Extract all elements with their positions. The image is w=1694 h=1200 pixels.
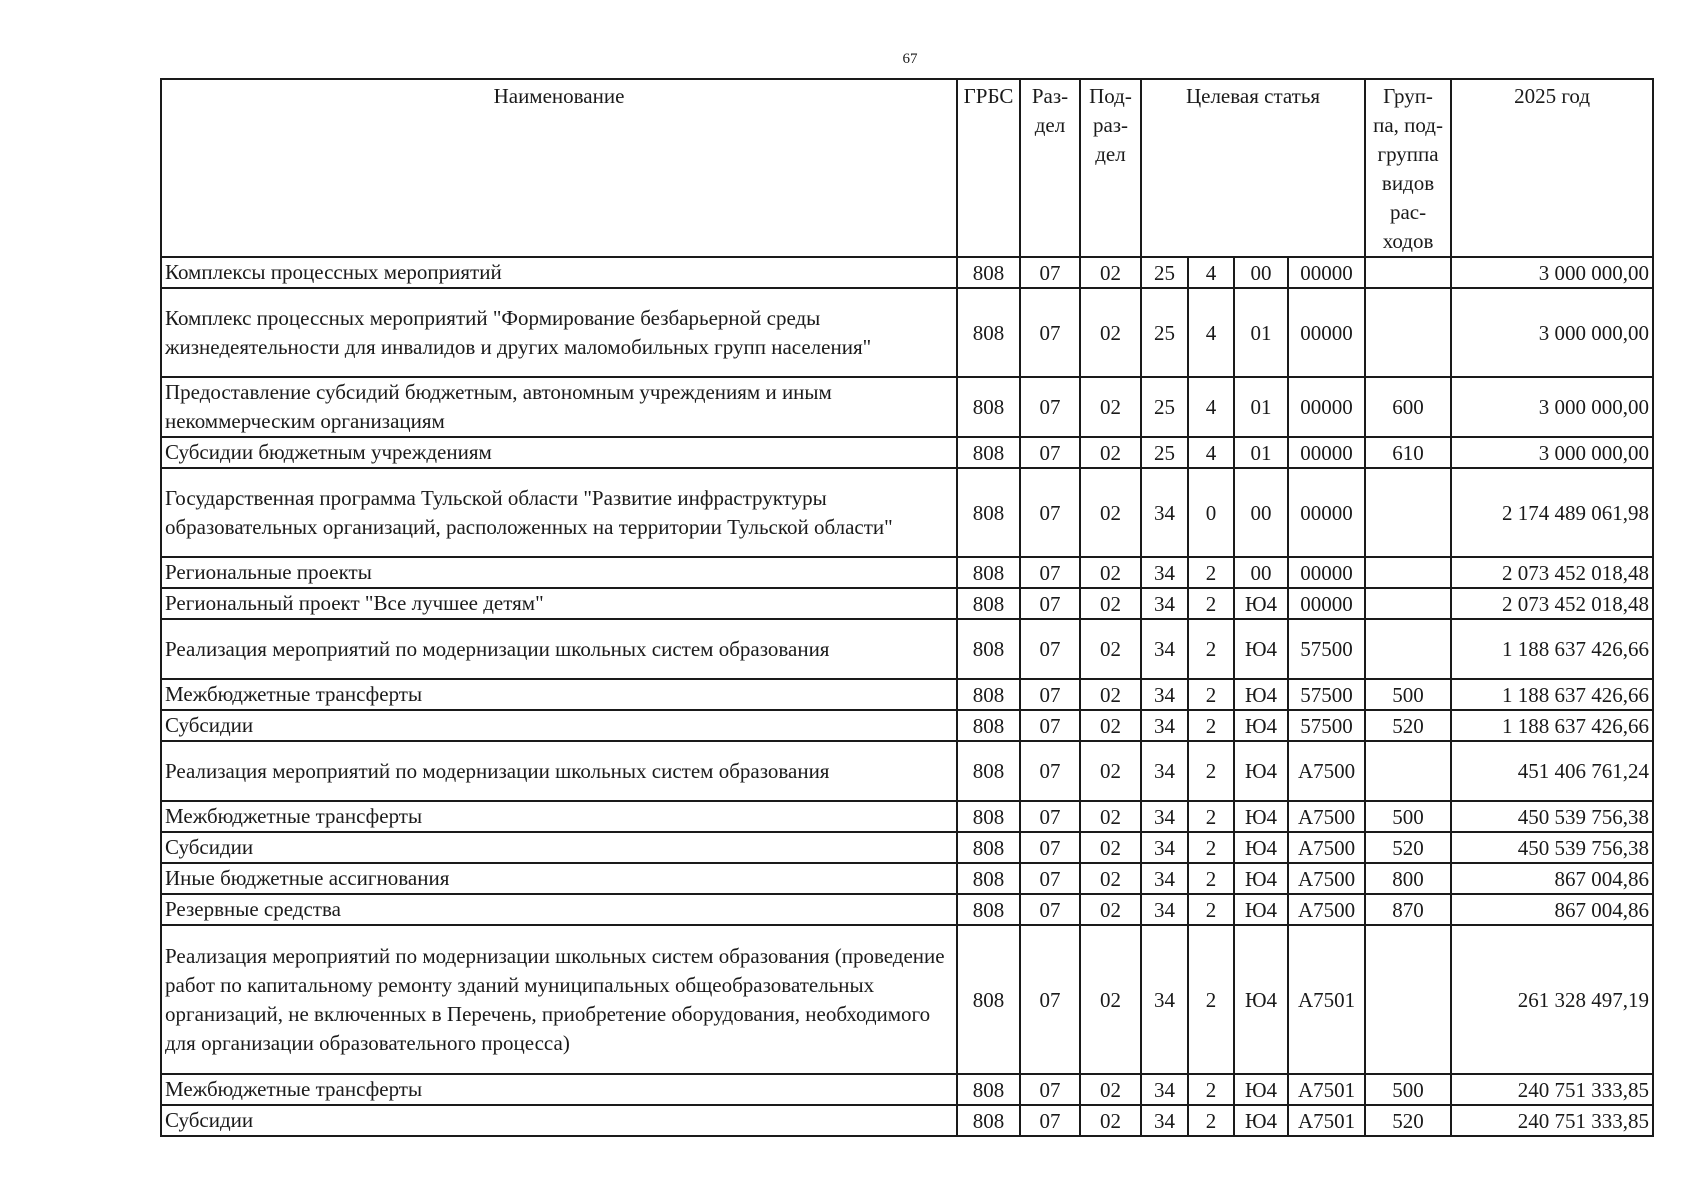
cell-amount: 450 539 756,38 — [1451, 801, 1653, 832]
cell-target-direction: А7501 — [1288, 1105, 1365, 1136]
header-target-article: Целевая статья — [1141, 79, 1365, 257]
table-row — [161, 832, 1653, 863]
cell-podrazdel: 02 — [1080, 741, 1141, 801]
cell-target-event: Ю4 — [1234, 588, 1288, 619]
header-razdel: Раз- дел — [1020, 79, 1080, 257]
cell-razdel: 07 — [1020, 588, 1080, 619]
cell-razdel: 07 — [1020, 557, 1080, 588]
cell-grbs: 808 — [957, 468, 1020, 557]
cell-podrazdel: 02 — [1080, 710, 1141, 741]
table-row — [161, 588, 1653, 619]
cell-podrazdel: 02 — [1080, 679, 1141, 710]
cell-name: Иные бюджетные ассигнования — [161, 863, 957, 894]
cell-target-event: Ю4 — [1234, 741, 1288, 801]
cell-target-program: 25 — [1141, 257, 1188, 288]
cell-amount: 867 004,86 — [1451, 863, 1653, 894]
cell-expense-group — [1365, 588, 1451, 619]
cell-grbs: 808 — [957, 257, 1020, 288]
cell-target-event: Ю4 — [1234, 925, 1288, 1074]
cell-target-event: 00 — [1234, 557, 1288, 588]
cell-expense-group — [1365, 288, 1451, 377]
cell-razdel: 07 — [1020, 468, 1080, 557]
cell-target-direction: 00000 — [1288, 288, 1365, 377]
cell-podrazdel: 02 — [1080, 588, 1141, 619]
cell-target-program: 34 — [1141, 557, 1188, 588]
cell-razdel: 07 — [1020, 377, 1080, 437]
header-grbs: ГРБС — [957, 79, 1020, 257]
cell-grbs: 808 — [957, 588, 1020, 619]
cell-amount: 3 000 000,00 — [1451, 288, 1653, 377]
cell-target-direction: А7501 — [1288, 1074, 1365, 1105]
cell-target-program: 34 — [1141, 925, 1188, 1074]
cell-grbs: 808 — [957, 741, 1020, 801]
cell-grbs: 808 — [957, 863, 1020, 894]
cell-expense-group: 520 — [1365, 832, 1451, 863]
cell-razdel: 07 — [1020, 801, 1080, 832]
cell-target-type: 2 — [1188, 710, 1234, 741]
budget-table — [160, 78, 1654, 1137]
cell-razdel: 07 — [1020, 925, 1080, 1074]
cell-grbs: 808 — [957, 377, 1020, 437]
cell-target-event: Ю4 — [1234, 832, 1288, 863]
cell-grbs: 808 — [957, 619, 1020, 679]
cell-amount: 3 000 000,00 — [1451, 257, 1653, 288]
table-body — [161, 257, 1653, 1136]
cell-target-type: 2 — [1188, 588, 1234, 619]
cell-target-program: 25 — [1141, 437, 1188, 468]
cell-grbs: 808 — [957, 557, 1020, 588]
cell-name: Реализация мероприятий по модернизации школьных систем образования — [161, 619, 957, 679]
cell-target-program: 34 — [1141, 1105, 1188, 1136]
cell-grbs: 808 — [957, 288, 1020, 377]
header-expense-group: Груп- па, под- группа видов рас- ходов — [1365, 79, 1451, 257]
cell-target-program: 34 — [1141, 741, 1188, 801]
cell-razdel: 07 — [1020, 863, 1080, 894]
cell-target-direction: 00000 — [1288, 257, 1365, 288]
cell-razdel: 07 — [1020, 288, 1080, 377]
cell-target-program: 34 — [1141, 619, 1188, 679]
cell-razdel: 07 — [1020, 710, 1080, 741]
table-row — [161, 741, 1653, 801]
cell-amount: 1 188 637 426,66 — [1451, 619, 1653, 679]
cell-target-program: 34 — [1141, 832, 1188, 863]
cell-target-direction: 00000 — [1288, 557, 1365, 588]
cell-expense-group: 500 — [1365, 1074, 1451, 1105]
cell-podrazdel: 02 — [1080, 468, 1141, 557]
cell-target-direction: 00000 — [1288, 377, 1365, 437]
page-number: 67 — [902, 51, 918, 67]
header-name: Наименование — [161, 79, 957, 257]
cell-target-direction: 00000 — [1288, 437, 1365, 468]
cell-name: Региональные проекты — [161, 557, 957, 588]
cell-name: Субсидии — [161, 710, 957, 741]
cell-target-event: Ю4 — [1234, 894, 1288, 925]
cell-grbs: 808 — [957, 925, 1020, 1074]
table-row — [161, 1105, 1653, 1136]
cell-target-type: 2 — [1188, 801, 1234, 832]
cell-amount: 240 751 333,85 — [1451, 1105, 1653, 1136]
cell-podrazdel: 02 — [1080, 257, 1141, 288]
header-row — [161, 79, 1653, 257]
cell-target-type: 2 — [1188, 1105, 1234, 1136]
cell-podrazdel: 02 — [1080, 1074, 1141, 1105]
cell-target-direction: А7500 — [1288, 863, 1365, 894]
cell-target-type: 4 — [1188, 437, 1234, 468]
cell-grbs: 808 — [957, 437, 1020, 468]
cell-podrazdel: 02 — [1080, 801, 1141, 832]
cell-amount: 1 188 637 426,66 — [1451, 710, 1653, 741]
cell-podrazdel: 02 — [1080, 925, 1141, 1074]
cell-target-program: 25 — [1141, 288, 1188, 377]
cell-razdel: 07 — [1020, 679, 1080, 710]
cell-razdel: 07 — [1020, 437, 1080, 468]
table-row — [161, 679, 1653, 710]
cell-target-event: Ю4 — [1234, 1105, 1288, 1136]
cell-name: Реализация мероприятий по модернизации школьных систем образования — [161, 741, 957, 801]
cell-podrazdel: 02 — [1080, 288, 1141, 377]
cell-target-program: 34 — [1141, 894, 1188, 925]
cell-expense-group — [1365, 257, 1451, 288]
cell-amount: 2 073 452 018,48 — [1451, 588, 1653, 619]
cell-target-type: 2 — [1188, 832, 1234, 863]
cell-target-direction: 00000 — [1288, 468, 1365, 557]
cell-target-event: Ю4 — [1234, 801, 1288, 832]
cell-razdel: 07 — [1020, 1074, 1080, 1105]
cell-target-program: 34 — [1141, 801, 1188, 832]
cell-razdel: 07 — [1020, 619, 1080, 679]
cell-target-direction: А7500 — [1288, 741, 1365, 801]
cell-target-program: 34 — [1141, 710, 1188, 741]
cell-target-event: 01 — [1234, 288, 1288, 377]
table-row — [161, 801, 1653, 832]
cell-amount: 450 539 756,38 — [1451, 832, 1653, 863]
header-year-2025: 2025 год — [1451, 79, 1653, 257]
cell-name: Межбюджетные трансферты — [161, 679, 957, 710]
cell-expense-group: 500 — [1365, 679, 1451, 710]
cell-expense-group — [1365, 557, 1451, 588]
cell-razdel: 07 — [1020, 741, 1080, 801]
cell-target-program: 25 — [1141, 377, 1188, 437]
cell-name: Межбюджетные трансферты — [161, 1074, 957, 1105]
header-podrazdel: Под- раз- дел — [1080, 79, 1141, 257]
cell-amount: 2 174 489 061,98 — [1451, 468, 1653, 557]
cell-target-direction: А7500 — [1288, 894, 1365, 925]
cell-amount: 2 073 452 018,48 — [1451, 557, 1653, 588]
cell-podrazdel: 02 — [1080, 894, 1141, 925]
cell-podrazdel: 02 — [1080, 437, 1141, 468]
cell-amount: 3 000 000,00 — [1451, 437, 1653, 468]
table-row — [161, 377, 1653, 437]
cell-target-event: Ю4 — [1234, 1074, 1288, 1105]
cell-name: Резервные средства — [161, 894, 957, 925]
cell-name: Комплекс процессных мероприятий "Формирование безбарьерной среды жизнедеятельности для инвалидов и других маломобильных групп населения" — [161, 288, 957, 377]
cell-target-type: 2 — [1188, 619, 1234, 679]
cell-podrazdel: 02 — [1080, 377, 1141, 437]
cell-razdel: 07 — [1020, 1105, 1080, 1136]
cell-podrazdel: 02 — [1080, 1105, 1141, 1136]
cell-target-type: 2 — [1188, 741, 1234, 801]
table-row — [161, 437, 1653, 468]
cell-name: Межбюджетные трансферты — [161, 801, 957, 832]
cell-target-type: 2 — [1188, 1074, 1234, 1105]
cell-amount: 451 406 761,24 — [1451, 741, 1653, 801]
cell-target-event: Ю4 — [1234, 679, 1288, 710]
cell-amount: 261 328 497,19 — [1451, 925, 1653, 1074]
cell-target-direction: 57500 — [1288, 710, 1365, 741]
cell-target-type: 0 — [1188, 468, 1234, 557]
cell-expense-group — [1365, 741, 1451, 801]
cell-podrazdel: 02 — [1080, 619, 1141, 679]
cell-target-direction: 57500 — [1288, 679, 1365, 710]
cell-target-type: 2 — [1188, 863, 1234, 894]
cell-target-event: 01 — [1234, 377, 1288, 437]
cell-grbs: 808 — [957, 801, 1020, 832]
table-row — [161, 288, 1653, 377]
cell-target-type: 2 — [1188, 894, 1234, 925]
cell-podrazdel: 02 — [1080, 557, 1141, 588]
cell-expense-group: 870 — [1365, 894, 1451, 925]
cell-target-direction: А7500 — [1288, 801, 1365, 832]
cell-grbs: 808 — [957, 1074, 1020, 1105]
cell-grbs: 808 — [957, 832, 1020, 863]
cell-name: Субсидии — [161, 832, 957, 863]
table-row — [161, 863, 1653, 894]
cell-target-type: 4 — [1188, 288, 1234, 377]
table-row — [161, 925, 1653, 1074]
table-row — [161, 1074, 1653, 1105]
cell-expense-group: 500 — [1365, 801, 1451, 832]
cell-amount: 240 751 333,85 — [1451, 1074, 1653, 1105]
cell-grbs: 808 — [957, 679, 1020, 710]
cell-razdel: 07 — [1020, 894, 1080, 925]
table-header — [161, 79, 1653, 257]
cell-name: Реализация мероприятий по модернизации школьных систем образования (проведение работ по капитальному ремонту зданий муниципальных общеобразовательных организаций, не включенных в Перечень, приобретение оборудования, необходимого для организации образовательного процесса) — [161, 925, 957, 1074]
cell-target-program: 34 — [1141, 1074, 1188, 1105]
cell-name: Субсидии — [161, 1105, 957, 1136]
cell-target-type: 2 — [1188, 679, 1234, 710]
cell-target-type: 2 — [1188, 557, 1234, 588]
cell-target-event: Ю4 — [1234, 619, 1288, 679]
cell-amount: 867 004,86 — [1451, 894, 1653, 925]
cell-target-event: 00 — [1234, 257, 1288, 288]
table-row — [161, 619, 1653, 679]
cell-expense-group: 520 — [1365, 1105, 1451, 1136]
cell-amount: 3 000 000,00 — [1451, 377, 1653, 437]
table-row — [161, 894, 1653, 925]
cell-name: Субсидии бюджетным учреждениям — [161, 437, 957, 468]
cell-grbs: 808 — [957, 710, 1020, 741]
cell-target-event: 00 — [1234, 468, 1288, 557]
cell-target-direction: 57500 — [1288, 619, 1365, 679]
cell-grbs: 808 — [957, 894, 1020, 925]
cell-podrazdel: 02 — [1080, 832, 1141, 863]
cell-target-direction: А7501 — [1288, 925, 1365, 1074]
table-row — [161, 557, 1653, 588]
cell-expense-group: 610 — [1365, 437, 1451, 468]
cell-expense-group — [1365, 925, 1451, 1074]
cell-razdel: 07 — [1020, 257, 1080, 288]
table-row — [161, 468, 1653, 557]
table-row — [161, 257, 1653, 288]
cell-target-event: Ю4 — [1234, 710, 1288, 741]
cell-target-direction: А7500 — [1288, 832, 1365, 863]
table-row — [161, 710, 1653, 741]
cell-expense-group: 600 — [1365, 377, 1451, 437]
cell-target-event: Ю4 — [1234, 863, 1288, 894]
cell-target-direction: 00000 — [1288, 588, 1365, 619]
cell-name: Государственная программа Тульской области "Развитие инфраструктуры образовательных организаций, расположенных на территории Тульской области" — [161, 468, 957, 557]
cell-target-event: 01 — [1234, 437, 1288, 468]
cell-target-type: 2 — [1188, 925, 1234, 1074]
cell-razdel: 07 — [1020, 832, 1080, 863]
cell-amount: 1 188 637 426,66 — [1451, 679, 1653, 710]
cell-name: Комплексы процессных мероприятий — [161, 257, 957, 288]
cell-expense-group — [1365, 468, 1451, 557]
cell-target-program: 34 — [1141, 588, 1188, 619]
cell-expense-group: 800 — [1365, 863, 1451, 894]
cell-grbs: 808 — [957, 1105, 1020, 1136]
cell-target-program: 34 — [1141, 468, 1188, 557]
cell-target-type: 4 — [1188, 257, 1234, 288]
cell-name: Региональный проект "Все лучшее детям" — [161, 588, 957, 619]
cell-target-type: 4 — [1188, 377, 1234, 437]
cell-target-program: 34 — [1141, 863, 1188, 894]
cell-name: Предоставление субсидий бюджетным, автономным учреждениям и иным некоммерческим организациям — [161, 377, 957, 437]
cell-podrazdel: 02 — [1080, 863, 1141, 894]
cell-target-program: 34 — [1141, 679, 1188, 710]
cell-expense-group: 520 — [1365, 710, 1451, 741]
cell-expense-group — [1365, 619, 1451, 679]
